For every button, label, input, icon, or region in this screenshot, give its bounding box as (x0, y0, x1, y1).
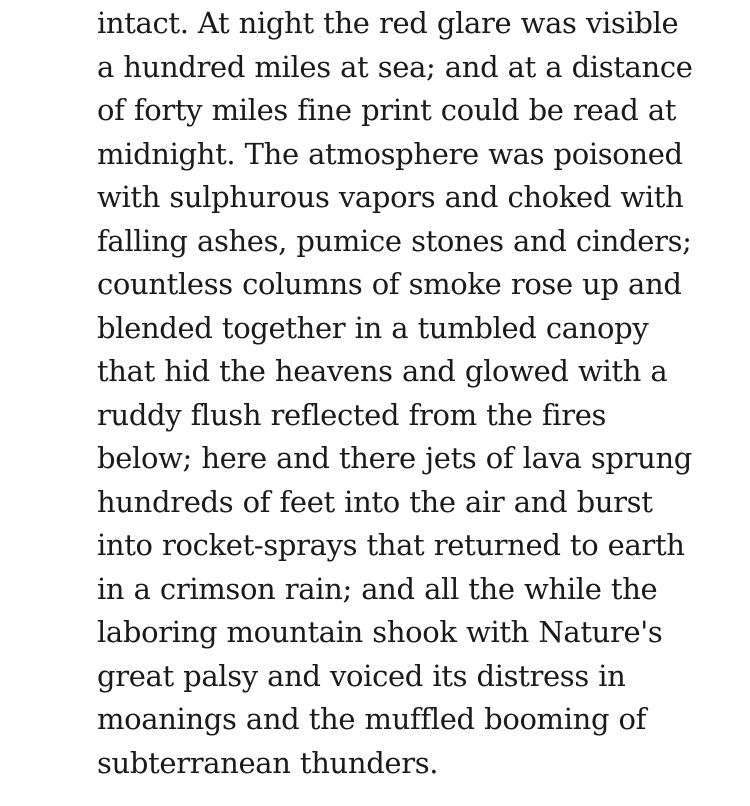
text-line-1: intact. At night the red glare was visible (97, 6, 679, 40)
body-text-paragraph (97, 2, 737, 785)
text-line-2: a hundred miles at sea; and at a distance (97, 49, 693, 84)
text-line-3: of forty miles fine print could be read at (97, 93, 677, 127)
text-line-14: in a crimson rain; and all the while the (97, 571, 658, 606)
text-line-16: great palsy and voiced its distress in (97, 658, 626, 693)
text-line-10: ruddy flush reflected from the fires (97, 397, 607, 432)
text-line-8: blended together in a tumbled canopy (97, 310, 649, 345)
text-line-7: countless columns of smoke rose up and (97, 267, 682, 301)
text-line-18: subterranean thunders. (97, 745, 439, 780)
text-line-15: laboring mountain shook with Nature's (97, 615, 663, 649)
text-line-6: falling ashes, pumice stones and cinders; (97, 223, 692, 258)
text-line-12: hundreds of feet into the air and burst (97, 484, 653, 519)
text-line-4: midnight. The atmosphere was poisoned (97, 136, 683, 171)
text-line-11: below; here and there jets of lava sprung (97, 441, 692, 475)
text-line-13: into rocket-sprays that returned to earth (97, 528, 685, 562)
text-line-5: with sulphurous vapors and choked with (97, 180, 684, 214)
text-line-9: that hid the heavens and glowed with a (97, 354, 668, 388)
text-line-17: moanings and the muffled booming of (97, 702, 647, 736)
